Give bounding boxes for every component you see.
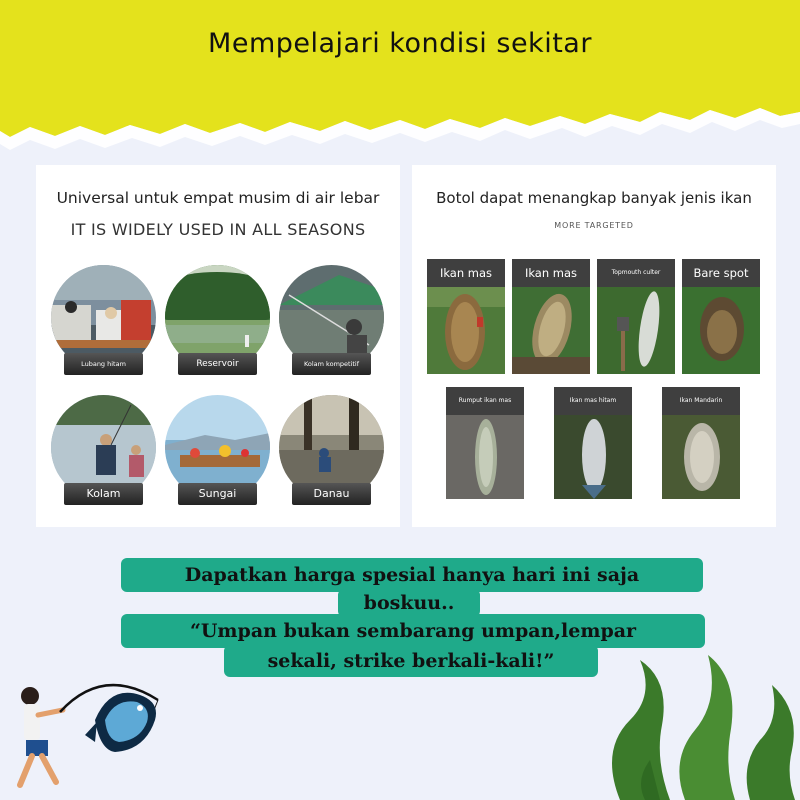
location-label: Reservoir <box>178 353 257 375</box>
location-kolam <box>51 395 156 505</box>
location-reservoir <box>165 265 270 375</box>
fish-card <box>512 259 590 374</box>
location-danau <box>279 395 384 505</box>
fish-types-subtitle: MORE TARGETED <box>554 221 634 230</box>
promo-line-1: Dapatkan harga spesial hanya hari ini saja <box>121 558 703 592</box>
fish-label: Topmouth culter <box>597 259 675 287</box>
location-sungai <box>165 395 270 505</box>
promo-line-3: “Umpan bukan sembarang umpan,lempar <box>121 614 705 648</box>
page-title: Mempelajari kondisi sekitar <box>208 28 592 59</box>
fish-label: Ikan Mandarin <box>662 387 740 415</box>
jumping-fish-icon <box>85 680 165 760</box>
fish-photo <box>682 287 760 374</box>
header-banner <box>0 0 800 150</box>
fish-label: Ikan mas <box>512 259 590 287</box>
fish-card <box>597 259 675 374</box>
fish-photo <box>427 287 505 374</box>
locations-card <box>36 165 400 527</box>
fish-photo <box>554 415 632 499</box>
fish-photo <box>512 287 590 374</box>
fish-types-card <box>412 165 776 527</box>
location-label: Kolam kompetitif <box>292 353 371 375</box>
location-label: Kolam <box>64 483 143 505</box>
location-label: Sungai <box>178 483 257 505</box>
fish-card <box>427 259 505 374</box>
promo-line-4: sekali, strike berkali-kali!” <box>224 645 598 677</box>
fish-label: Ikan mas hitam <box>554 387 632 415</box>
fish-photo <box>446 415 524 499</box>
fish-photo <box>597 287 675 374</box>
location-kolam-kompetitif <box>279 265 384 375</box>
fish-photo <box>662 415 740 499</box>
promo-line-2: boskuu.. <box>338 589 480 617</box>
fish-card <box>662 387 740 499</box>
fish-types-title: Botol dapat menangkap banyak jenis ikan <box>436 189 752 207</box>
locations-subtitle: IT IS WIDELY USED IN ALL SEASONS <box>70 220 366 239</box>
locations-title: Universal untuk empat musim di air lebar <box>56 189 380 207</box>
fish-card <box>554 387 632 499</box>
fish-label: Bare spot <box>682 259 760 287</box>
fish-label: Rumput ikan mas <box>446 387 524 415</box>
seaweed-icon <box>600 640 800 800</box>
fish-label: Ikan mas <box>427 259 505 287</box>
torn-paper-shape <box>0 0 800 150</box>
fish-card <box>682 259 760 374</box>
location-lubang-hitam <box>51 265 156 375</box>
fish-card <box>446 387 524 499</box>
location-label: Danau <box>292 483 371 505</box>
location-label: Lubang hitam <box>64 353 143 375</box>
